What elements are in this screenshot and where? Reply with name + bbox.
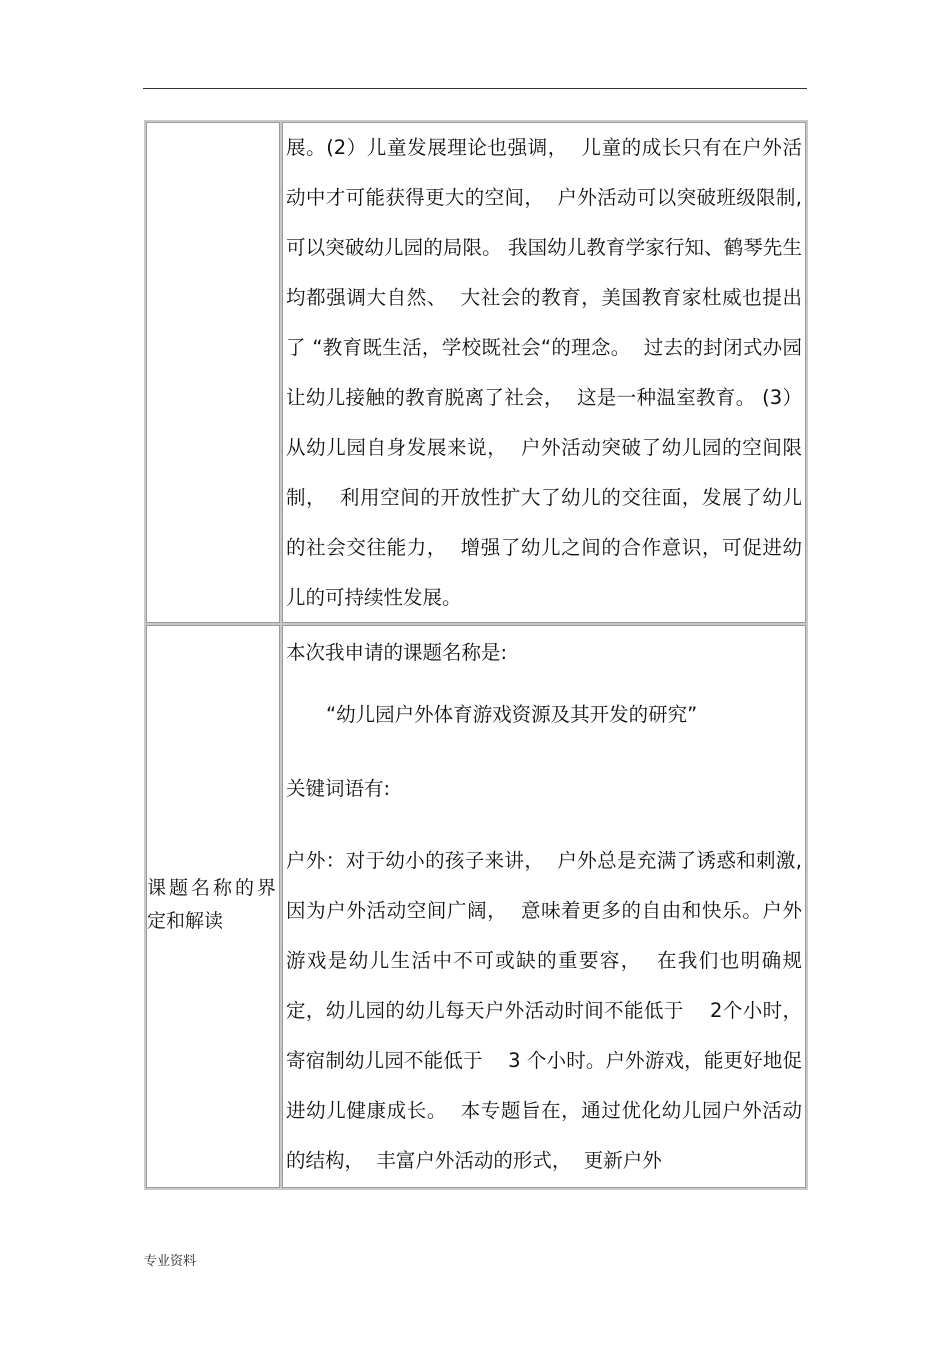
row1-body-text: 展。(2）儿童发展理论也强调， 儿童的成长只有在户外活动中才可能获得更大的空间， 户外活动可以突破班级限制, 可以突破幼儿园的局限。 我国幼儿教育学家行知、鹤琴先生均都强调大自然、 大社会的教育，美国教育家杜威也提出了 “教育既生活，学校既社会“的理念。 过去的封闭式办园让幼儿接触的教育脱离了社会， 这是一种温室教育。 (3）从幼儿园自身发展来说， 户外活动突破了幼儿园的空间限制， 利用空间的开放性扩大了幼儿的交往面，发展了幼儿的社会交往能力， 增强了幼儿之间的合作意识，可促进幼儿的可持续性发展。 — [286, 136, 809, 609]
document-table — [144, 120, 808, 1190]
topic-intro: 本次我申请的课题名称是: — [286, 641, 508, 664]
header-rule — [143, 88, 807, 89]
table-row — [145, 121, 807, 624]
keywords-heading: 关键词语有: — [286, 777, 391, 800]
row2-label: 课题名称的界定和解读 — [147, 877, 276, 932]
table-row — [145, 624, 807, 1189]
row1-label — [146, 122, 280, 369]
topic-title: “幼儿园户外体育游戏资源及其开发的研究” — [326, 703, 698, 726]
label-cell — [145, 121, 281, 624]
content-cell — [281, 624, 807, 1189]
page-footer: 专业资料 — [144, 1254, 197, 1269]
content-cell — [281, 121, 807, 624]
row2-body-text: 户外：对于幼小的孩子来讲， 户外总是充满了诱惑和刺激, 因为户外活动空间广阔， 意味着更多的自由和快乐。户外游戏是幼儿生活中不可或缺的重要容， 在我们也明确规定，幼儿园的幼儿每天户外活动时间不能低于 2个小时，寄宿制幼儿园不能低于 3 个小时。户外游戏，能更好地促进幼儿健康成长。 本专题旨在，通过优化幼儿园户外活动的结构， 丰富户外活动的形式， 更新户外 — [286, 849, 809, 1172]
label-cell — [145, 624, 281, 1189]
